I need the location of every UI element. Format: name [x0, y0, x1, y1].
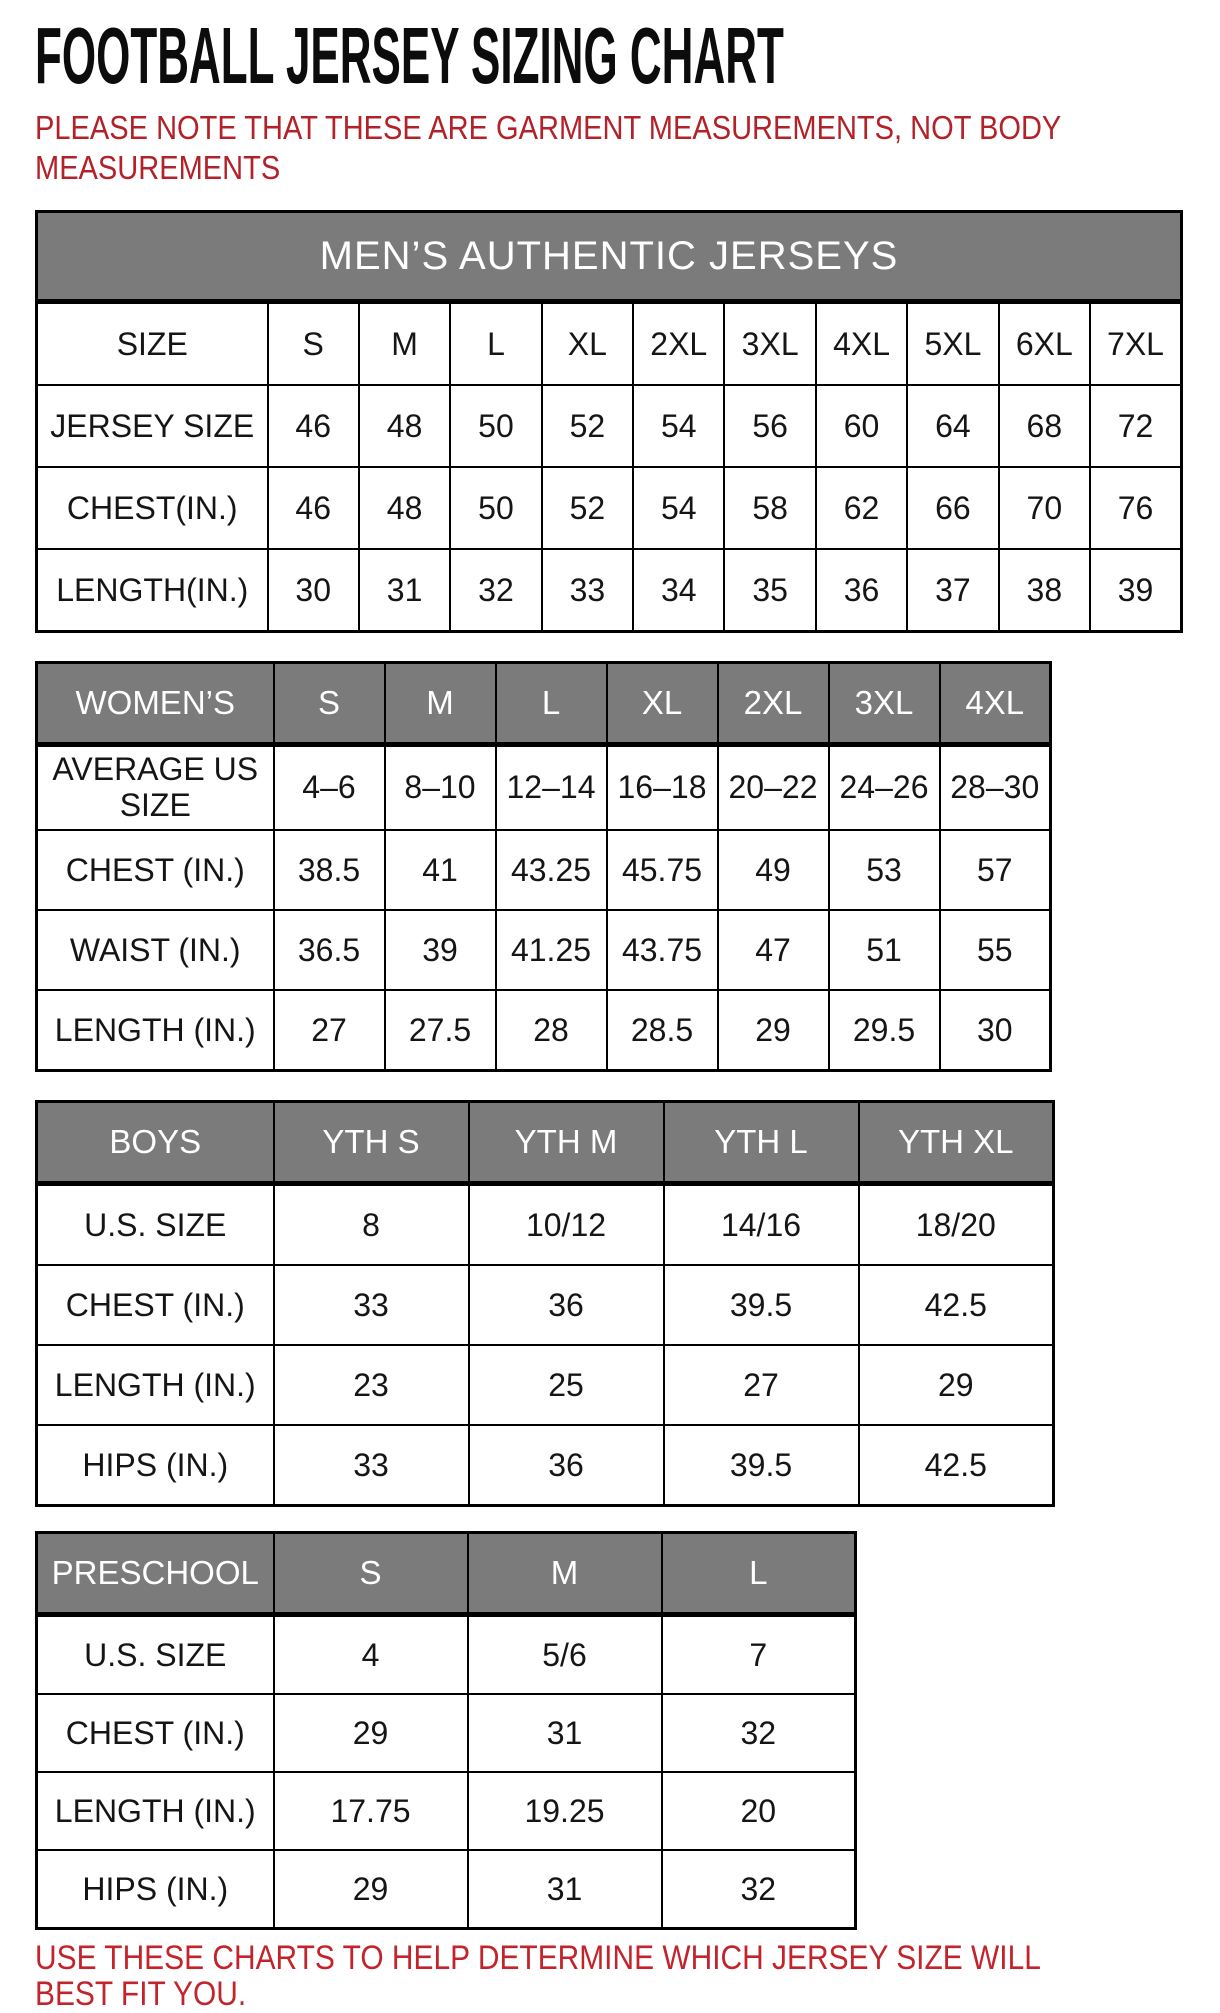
- table-row: [37, 1102, 1054, 1184]
- value-cell: 31: [359, 549, 450, 632]
- value-cell: 52: [542, 385, 633, 467]
- value-cell: 23: [274, 1345, 469, 1425]
- note-line-2: MEASUREMENTS: [35, 149, 281, 186]
- value-cell: 32: [662, 1694, 856, 1772]
- value-cell: 31: [468, 1694, 662, 1772]
- value-cell: 36: [469, 1425, 664, 1506]
- note-line-1: PLEASE NOTE THAT THESE ARE GARMENT MEASUREMENTS, NOT BODY: [35, 109, 1062, 146]
- value-cell: 20: [662, 1772, 856, 1850]
- row-label: JERSEY SIZE: [37, 385, 268, 467]
- row-label: CHEST(IN.): [37, 467, 268, 549]
- size-col-header: 4XL: [940, 663, 1051, 745]
- table-row: [37, 467, 1182, 549]
- value-cell: 4: [274, 1615, 468, 1695]
- value-cell: 43.25: [496, 830, 607, 910]
- value-cell: 4–6: [274, 745, 385, 831]
- value-cell: 33: [274, 1265, 469, 1345]
- table-row: [37, 1265, 1054, 1345]
- value-cell: 37: [907, 549, 998, 632]
- footer-note: [35, 1940, 1220, 2012]
- value-cell: 51: [829, 910, 940, 990]
- value-cell: 58: [724, 467, 815, 549]
- table-row: [37, 1345, 1054, 1425]
- table-row: [37, 990, 1051, 1071]
- value-cell: 39: [1090, 549, 1181, 632]
- size-col-header: YTH XL: [859, 1102, 1054, 1184]
- value-cell: 41.25: [496, 910, 607, 990]
- size-col-header: L: [496, 663, 607, 745]
- page-title-text: FOOTBALL JERSEY SIZING CHART: [35, 11, 784, 100]
- preschool-sizing-table: [35, 1531, 857, 1930]
- womens-table-header: WOMEN’S: [37, 663, 274, 745]
- value-cell: 28–30: [940, 745, 1051, 831]
- value-cell: 8–10: [385, 745, 496, 831]
- value-cell: 47: [718, 910, 829, 990]
- value-cell: 38: [999, 549, 1090, 632]
- boys-table-header: BOYS: [37, 1102, 274, 1184]
- value-cell: 46: [268, 467, 359, 549]
- size-col-header: 2XL: [718, 663, 829, 745]
- row-label: U.S. SIZE: [37, 1184, 274, 1266]
- value-cell: 46: [268, 385, 359, 467]
- value-cell: 36: [469, 1265, 664, 1345]
- table-row: [37, 1694, 856, 1772]
- value-cell: 17.75: [274, 1772, 468, 1850]
- value-cell: 39.5: [664, 1265, 859, 1345]
- value-cell: 38.5: [274, 830, 385, 910]
- value-cell: 64: [907, 385, 998, 467]
- value-cell: 12–14: [496, 745, 607, 831]
- size-col-header: YTH M: [469, 1102, 664, 1184]
- value-cell: 42.5: [859, 1265, 1054, 1345]
- value-cell: 27: [274, 990, 385, 1071]
- table-row: [37, 385, 1182, 467]
- value-cell: 14/16: [664, 1184, 859, 1266]
- size-cell: 4XL: [816, 302, 907, 386]
- table-row: [37, 910, 1051, 990]
- size-col-header: S: [274, 1533, 468, 1615]
- mens-table-banner: MEN’S AUTHENTIC JERSEYS: [37, 212, 1182, 302]
- value-cell: 45.75: [607, 830, 718, 910]
- value-cell: 20–22: [718, 745, 829, 831]
- value-cell: 32: [662, 1850, 856, 1929]
- size-cell: XL: [542, 302, 633, 386]
- mens-authentic-jerseys-table: [35, 210, 1183, 633]
- value-cell: 54: [633, 385, 724, 467]
- size-cell: M: [359, 302, 450, 386]
- value-cell: 50: [450, 467, 541, 549]
- value-cell: 16–18: [607, 745, 718, 831]
- table-row: [37, 745, 1051, 831]
- value-cell: 33: [542, 549, 633, 632]
- value-cell: 31: [468, 1850, 662, 1929]
- value-cell: 70: [999, 467, 1090, 549]
- value-cell: 19.25: [468, 1772, 662, 1850]
- row-label: HIPS (IN.): [37, 1425, 274, 1506]
- table-row: [37, 663, 1051, 745]
- value-cell: 7: [662, 1615, 856, 1695]
- row-label: CHEST (IN.): [37, 1694, 274, 1772]
- value-cell: 28: [496, 990, 607, 1071]
- value-cell: 24–26: [829, 745, 940, 831]
- size-cell: 3XL: [724, 302, 815, 386]
- value-cell: 68: [999, 385, 1090, 467]
- value-cell: 39.5: [664, 1425, 859, 1506]
- garment-measurements-note: [35, 108, 1220, 188]
- row-label: LENGTH(IN.): [37, 549, 268, 632]
- value-cell: 27.5: [385, 990, 496, 1071]
- value-cell: 29: [274, 1850, 468, 1929]
- value-cell: 56: [724, 385, 815, 467]
- value-cell: 48: [359, 467, 450, 549]
- value-cell: 8: [274, 1184, 469, 1266]
- value-cell: 27: [664, 1345, 859, 1425]
- value-cell: 54: [633, 467, 724, 549]
- table-row: [37, 549, 1182, 632]
- value-cell: 76: [1090, 467, 1181, 549]
- row-label: U.S. SIZE: [37, 1615, 274, 1695]
- table-row: [37, 1533, 856, 1615]
- page-title: [35, 11, 1220, 100]
- table-row: [37, 1850, 856, 1929]
- size-col-header: YTH S: [274, 1102, 469, 1184]
- sizing-chart-page: [0, 11, 1220, 2013]
- boys-sizing-table: [35, 1100, 1055, 1507]
- value-cell: 39: [385, 910, 496, 990]
- value-cell: 50: [450, 385, 541, 467]
- value-cell: 29: [718, 990, 829, 1071]
- row-label: AVERAGE US SIZE: [37, 745, 274, 831]
- size-col-header: L: [662, 1533, 856, 1615]
- value-cell: 28.5: [607, 990, 718, 1071]
- value-cell: 25: [469, 1345, 664, 1425]
- size-cell: 2XL: [633, 302, 724, 386]
- value-cell: 57: [940, 830, 1051, 910]
- value-cell: 48: [359, 385, 450, 467]
- size-cell: 6XL: [999, 302, 1090, 386]
- table-row: [37, 1772, 856, 1850]
- table-row: [37, 1425, 1054, 1506]
- size-col-header: YTH L: [664, 1102, 859, 1184]
- footer-note-text: USE THESE CHARTS TO HELP DETERMINE WHICH JERSEY SIZE WILL BEST FIT YOU.: [35, 1939, 1040, 2013]
- row-label: LENGTH (IN.): [37, 990, 274, 1071]
- preschool-table-header: PRESCHOOL: [37, 1533, 274, 1615]
- row-label: CHEST (IN.): [37, 830, 274, 910]
- value-cell: 29: [274, 1694, 468, 1772]
- value-cell: 36: [816, 549, 907, 632]
- row-label: HIPS (IN.): [37, 1850, 274, 1929]
- value-cell: 66: [907, 467, 998, 549]
- table-row: [37, 212, 1182, 302]
- size-cell: S: [268, 302, 359, 386]
- value-cell: 32: [450, 549, 541, 632]
- table-row: [37, 1184, 1054, 1266]
- value-cell: 55: [940, 910, 1051, 990]
- row-label: LENGTH (IN.): [37, 1345, 274, 1425]
- value-cell: 60: [816, 385, 907, 467]
- row-label: WAIST (IN.): [37, 910, 274, 990]
- table-row: [37, 830, 1051, 910]
- value-cell: 49: [718, 830, 829, 910]
- row-label: CHEST (IN.): [37, 1265, 274, 1345]
- value-cell: 41: [385, 830, 496, 910]
- value-cell: 62: [816, 467, 907, 549]
- value-cell: 18/20: [859, 1184, 1054, 1266]
- value-cell: 10/12: [469, 1184, 664, 1266]
- value-cell: 42.5: [859, 1425, 1054, 1506]
- value-cell: 52: [542, 467, 633, 549]
- value-cell: 30: [940, 990, 1051, 1071]
- size-col-header: XL: [607, 663, 718, 745]
- size-col-header: M: [468, 1533, 662, 1615]
- value-cell: 72: [1090, 385, 1181, 467]
- womens-sizing-table: [35, 661, 1052, 1072]
- size-col-header: M: [385, 663, 496, 745]
- size-col-header: S: [274, 663, 385, 745]
- size-cell: 7XL: [1090, 302, 1181, 386]
- value-cell: 36.5: [274, 910, 385, 990]
- value-cell: 33: [274, 1425, 469, 1506]
- row-label: LENGTH (IN.): [37, 1772, 274, 1850]
- row-label: SIZE: [37, 302, 268, 386]
- value-cell: 30: [268, 549, 359, 632]
- value-cell: 29.5: [829, 990, 940, 1071]
- size-col-header: 3XL: [829, 663, 940, 745]
- value-cell: 34: [633, 549, 724, 632]
- table-row: [37, 1615, 856, 1695]
- value-cell: 53: [829, 830, 940, 910]
- value-cell: 43.75: [607, 910, 718, 990]
- table-row: [37, 302, 1182, 386]
- value-cell: 35: [724, 549, 815, 632]
- value-cell: 5/6: [468, 1615, 662, 1695]
- size-cell: 5XL: [907, 302, 998, 386]
- size-cell: L: [450, 302, 541, 386]
- value-cell: 29: [859, 1345, 1054, 1425]
